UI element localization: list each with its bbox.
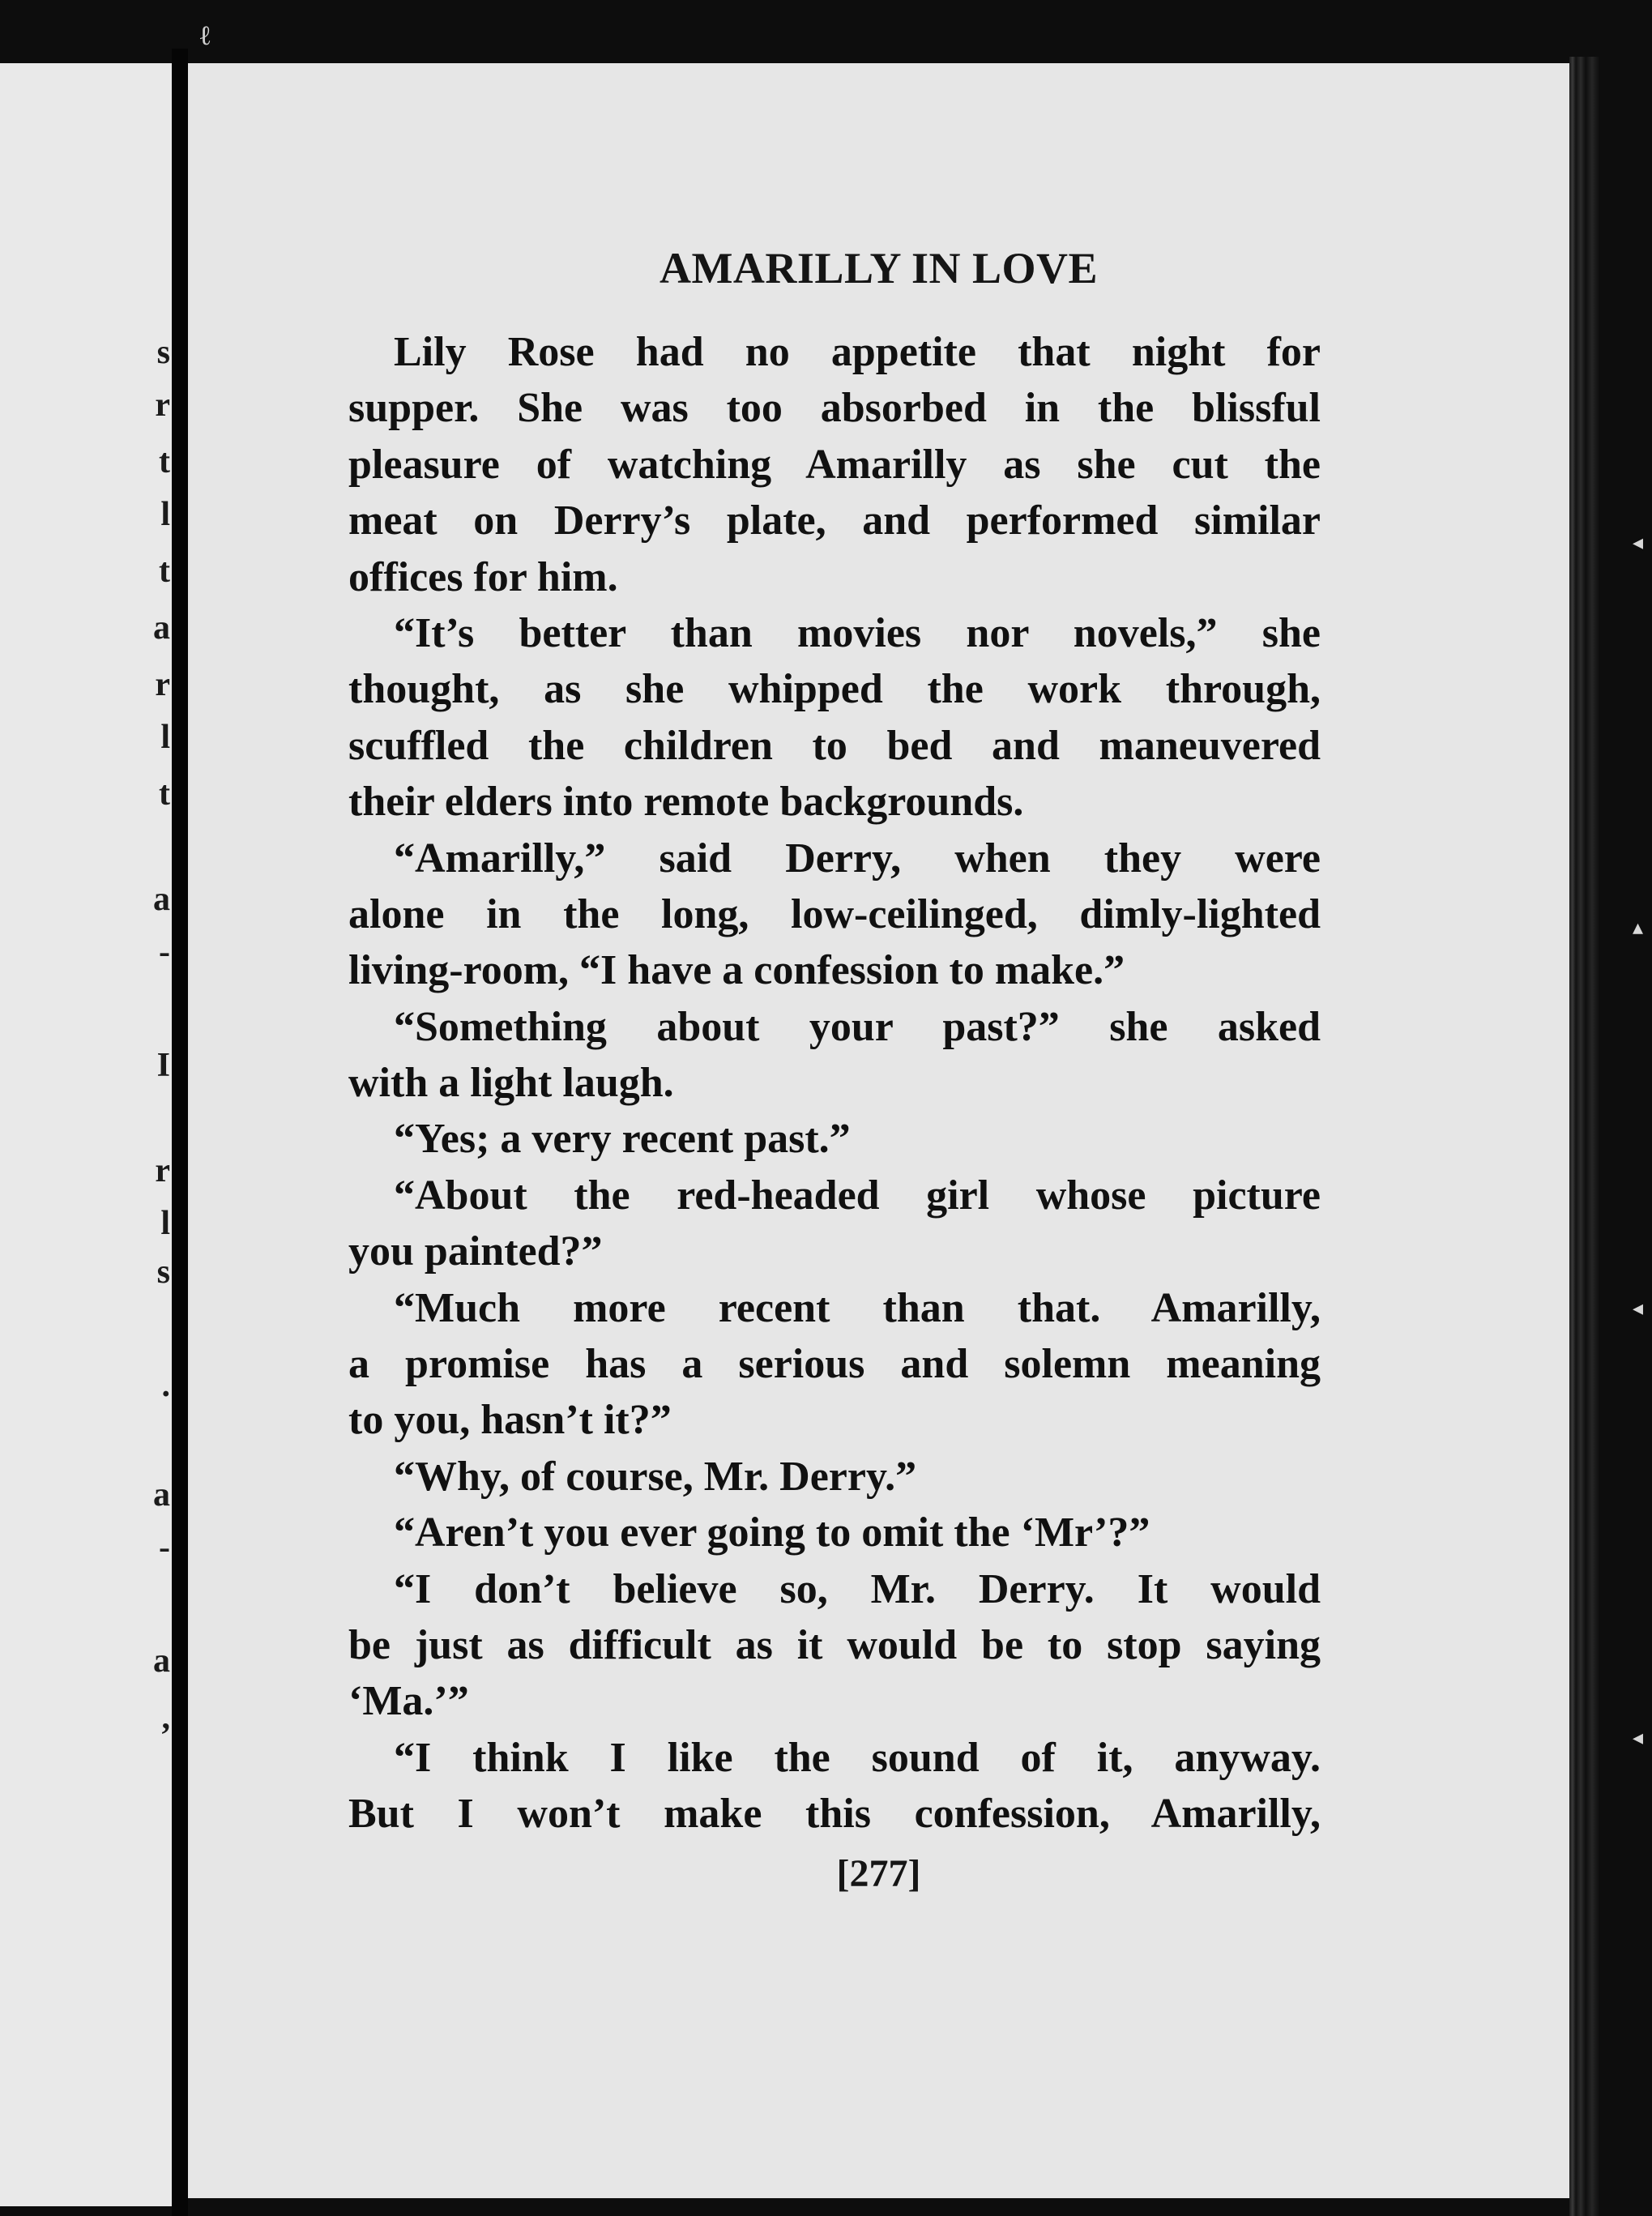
edge-notch-mark: ◂ — [1633, 1296, 1644, 1320]
scan-mark: ℓ — [198, 21, 212, 51]
text-line: thought, as she whipped the work through, — [348, 666, 1321, 713]
facing-page-edge-char: t — [159, 553, 170, 590]
page-edge-shadow — [1569, 57, 1600, 2216]
text-line: alone in the long, low-ceilinged, dimly-lighted — [348, 890, 1321, 937]
text-line: supper. She was too absorbed in the blissful — [348, 385, 1321, 432]
text-line: Lily Rose had no appetite that night for — [394, 329, 1321, 375]
facing-page-edge-char: - — [159, 933, 170, 971]
text-line: ‘Ma.’” — [348, 1678, 469, 1725]
facing-page-edge-char: , — [161, 1699, 170, 1736]
gutter-line — [172, 49, 188, 2216]
text-line: living-room, “I have a confession to make.” — [348, 947, 1125, 994]
text-line: their elders into remote backgrounds. — [348, 779, 1024, 826]
facing-page-edge-char: r — [155, 386, 170, 424]
facing-page-edge-char: l — [160, 496, 170, 533]
facing-page-edge-char: s — [156, 1253, 170, 1291]
text-line: “About the red-headed girl whose picture — [394, 1172, 1321, 1219]
edge-notch-mark: ◂ — [1633, 1726, 1644, 1749]
facing-page-edge-char: - — [159, 1529, 170, 1566]
text-line: offices for him. — [348, 553, 618, 600]
text-line: meat on Derry’s plate, and performed similar — [348, 497, 1321, 544]
text-line: a promise has a serious and solemn meaning — [348, 1341, 1321, 1388]
text-line: “It’s better than movies nor novels,” she — [394, 609, 1321, 656]
text-line: But I won’t make this confession, Amarilly, — [348, 1791, 1321, 1838]
edge-notch-mark: ◂ — [1633, 531, 1644, 554]
facing-page-edge-char: a — [153, 881, 170, 918]
facing-page-edge-char: r — [155, 1152, 170, 1189]
text-line: “I don’t believe so, Mr. Derry. It would — [394, 1565, 1321, 1612]
text-line: to you, hasn’t it?” — [348, 1397, 672, 1444]
text-line: scuffled the children to bed and maneuvered — [348, 722, 1321, 769]
facing-page-edge-char: l — [160, 719, 170, 756]
text-line: with a light laugh. — [348, 1060, 674, 1107]
text-line: “Amarilly,” said Derry, when they were — [394, 835, 1321, 882]
facing-page-edge-char: a — [153, 1476, 170, 1514]
facing-page-edge-char: a — [153, 609, 170, 647]
facing-page-edge-char: t — [159, 775, 170, 813]
text-line: “Yes; a very recent past.” — [394, 1116, 851, 1163]
page-number: [277] — [836, 1852, 921, 1895]
text-line: “Something about your past?” she asked — [394, 1003, 1321, 1050]
text-line: “I think I like the sound of it, anyway. — [394, 1734, 1321, 1781]
text-line: you painted?” — [348, 1228, 603, 1275]
page-body-text — [348, 324, 1321, 1842]
facing-page-edge-char: t — [159, 443, 170, 480]
facing-page-edge-char: a — [153, 1642, 170, 1680]
text-line: be just as difficult as it would be to stop saying — [348, 1621, 1321, 1668]
text-line: pleasure of watching Amarilly as she cut the — [348, 441, 1321, 488]
edge-notch-mark: ▴ — [1633, 916, 1644, 939]
running-head: AMARILLY IN LOVE — [659, 244, 1099, 292]
text-line: “Much more recent than that. Amarilly, — [394, 1284, 1321, 1331]
text-line: “Why, of course, Mr. Derry.” — [394, 1453, 917, 1500]
facing-page-edge-char: r — [155, 666, 170, 703]
facing-page-edge-char: l — [160, 1205, 170, 1242]
text-line: “Aren’t you ever going to omit the ‘Mr’?” — [394, 1509, 1150, 1556]
facing-page-edge-char: s — [156, 334, 170, 371]
facing-page-edge-char: . — [161, 1367, 170, 1404]
facing-page-edge-char: I — [156, 1047, 170, 1084]
